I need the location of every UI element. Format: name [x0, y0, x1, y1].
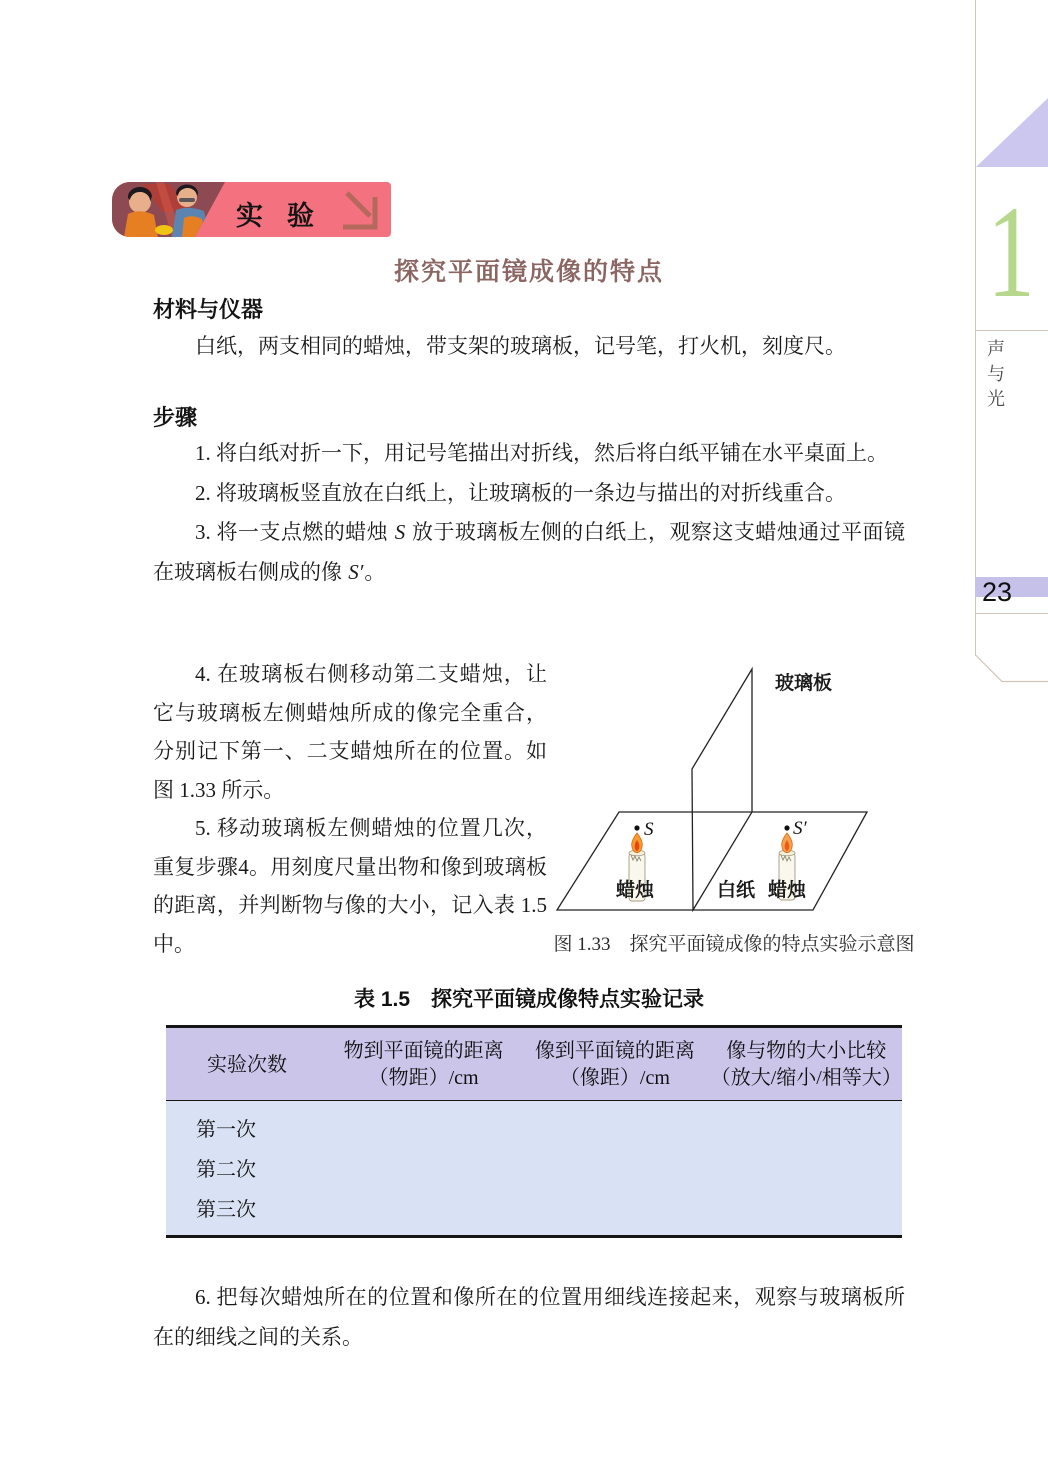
step-1: 1. 将白纸对折一下，用记号笔描出对折线，然后将白纸平铺在水平桌面上。: [195, 441, 888, 465]
step-3-text: 。: [364, 559, 386, 584]
figure-caption: 图 1.33 探究平面镜成像的特点实验示意图: [553, 934, 915, 955]
banner-label: 实验: [236, 201, 338, 231]
sidebar-triangle: [976, 98, 1048, 167]
step-6: 6. 把每次蜡烛所在的位置和像所在的位置用细线连接起来，观察与玻璃板所在的细线之间的关系。: [153, 1285, 905, 1349]
students-photo-art: [112, 182, 228, 237]
figure-1-33: [550, 653, 925, 925]
steps-4-5: [153, 655, 547, 963]
steps-heading: 步骤: [153, 405, 198, 430]
step-2: 2. 将玻璃板竖直放在白纸上，让玻璃板的一条边与描出的对折线重合。: [195, 480, 846, 505]
students-photo: [112, 182, 228, 237]
step-3-text: 3. 将一支点燃的蜡烛: [195, 520, 394, 544]
sidebar-thin-line: [975, 613, 1048, 614]
arrow-down-right-icon: [340, 188, 382, 234]
row-label: 第三次: [196, 1198, 256, 1221]
point-s-label: S: [644, 819, 654, 840]
white-paper-outline: [557, 812, 867, 910]
experiment-record-table: [166, 1025, 902, 1238]
step-3-text: 放于玻璃板左侧的白纸上，观察这支蜡烛通过平面镜在玻璃板右侧成的像: [153, 520, 905, 584]
header-line: 物到平面镜的距离: [343, 1040, 504, 1062]
table-header-size-compare: [711, 1038, 902, 1092]
candle-left-label: 蜡烛: [616, 880, 655, 901]
steps-1-3: [153, 434, 905, 592]
glass-plate-label: 玻璃板: [775, 673, 833, 694]
point-s-prime-dot: [784, 825, 789, 830]
sidebar-dogear-line: [975, 655, 1048, 685]
header-line: 像与物的大小比较: [726, 1040, 887, 1062]
chapter-number: 1: [987, 178, 1035, 325]
step-4: 4. 在玻璃板右侧移动第二支蜡烛，让它与玻璃板左侧蜡烛所成的像完全重合，分别记下第一、二支蜡烛所在的位置。如图 1.33 所示。: [153, 662, 547, 802]
header-line: 像到平面镜的距离: [534, 1040, 695, 1062]
point-s-prime-label: S′: [793, 818, 807, 839]
mirror-experiment-diagram: [550, 653, 925, 925]
table-body: [166, 1101, 902, 1235]
symbol-s: S: [394, 520, 406, 544]
materials-paragraph: 白纸，两支相同的蜡烛，带支架的玻璃板，记号笔，打火机，刻度尺。: [195, 334, 846, 358]
table-header-object-distance: [328, 1038, 519, 1092]
page-title: 探究平面镜成像的特点: [393, 258, 664, 286]
glass-plate-outline: [692, 669, 752, 910]
experiment-banner: [112, 182, 391, 237]
point-s-dot: [634, 825, 639, 830]
table-header-image-distance: [519, 1038, 710, 1092]
row-label: 第二次: [196, 1158, 256, 1181]
header-line: （物距）/cm: [368, 1067, 479, 1089]
header-line: （像距）/cm: [559, 1067, 670, 1089]
sidebar-divider: [975, 330, 1048, 331]
table-header-row: [166, 1028, 902, 1101]
table-title: 表 1.5 探究平面镜成像特点实验记录: [353, 988, 705, 1011]
table-row: [166, 1107, 902, 1147]
table-row: [166, 1147, 902, 1187]
chapter-title-vertical: 声与光: [985, 339, 1005, 414]
table-row: [166, 1187, 902, 1227]
step-5: 5. 移动玻璃板左侧蜡烛的位置几次，重复步骤4。用刻度尺量出物和像到玻璃板的距离，并判断物与像的大小，记入表 1.5 中。: [153, 816, 547, 956]
materials-heading: 材料与仪器: [153, 297, 264, 322]
candle-right-label: 蜡烛: [768, 880, 807, 901]
step-3: [153, 513, 905, 592]
row-label: 第一次: [196, 1118, 256, 1141]
page-number: 23: [982, 577, 1013, 607]
table-header-trial: 实验次数: [206, 1053, 287, 1076]
paper-label: 白纸: [717, 880, 756, 901]
symbol-s-prime: S′: [348, 559, 364, 584]
header-line: （放大/缩小/相等大）: [710, 1067, 902, 1089]
